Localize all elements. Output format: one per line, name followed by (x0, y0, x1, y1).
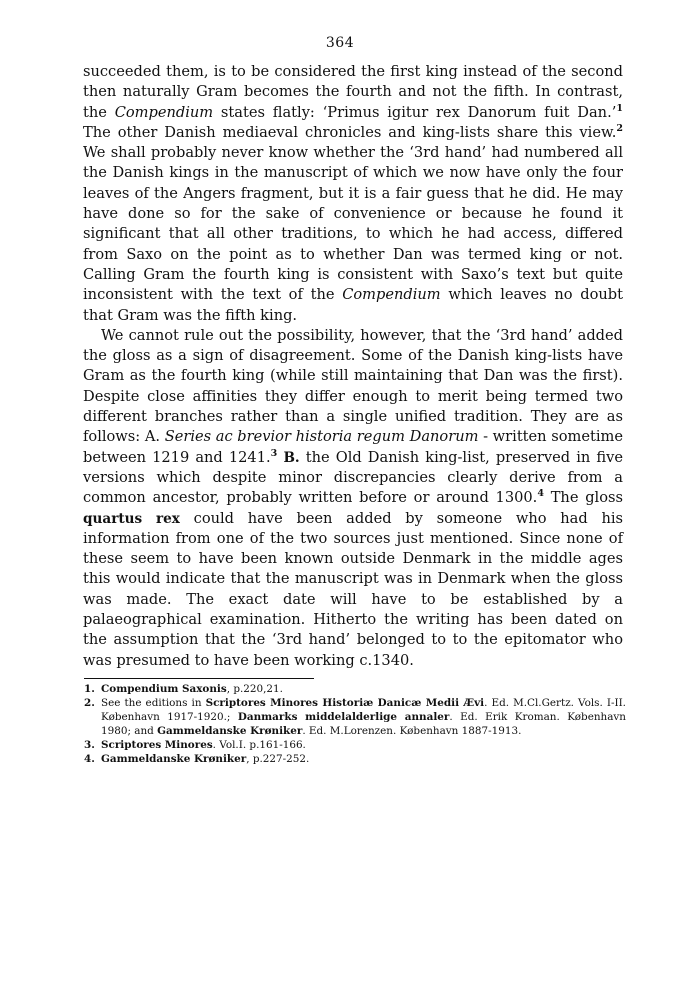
text-run: - written sometime between 1219 and 1241. (83, 428, 623, 466)
paragraph-1 (83, 62, 623, 326)
italic-title: Compendium (342, 286, 441, 304)
body-text (83, 62, 623, 671)
italic-title: Compendium (114, 103, 214, 121)
text-run: The gloss (543, 489, 623, 507)
footnote-ref-3[interactable]: 3 (270, 447, 278, 459)
footnote-title: Compendium Saxonis (101, 683, 227, 695)
footnotes (84, 682, 626, 766)
text-run: which leaves no doubt that Gram was the fifth king. (83, 286, 623, 324)
italic-title: Series ac brevior historia regum Danorum (164, 428, 479, 446)
footnote-ref-4[interactable]: 4 (537, 488, 544, 500)
text-run: . Ed. M.Lorenzen. København 1887-1913. (302, 725, 522, 737)
text-run: We shall probably never know whether the ‘3rd hand’ had numbered all the Danish kings in the manuscript of which we now have only the four leaves of the Angers fragment, but it is a fair guess that he did. He may have done so for the sake of convenience or because he found it significant that all other traditions, to which he had access, differed from Saxo on the point as to whether Dan was termed king or not. Calling Gram the fourth king is consistent with Saxo’s text but quite inconsistent with the text of the (83, 144, 623, 304)
footnote-ref-2[interactable]: 2 (616, 123, 623, 135)
bold-marker: B. (277, 449, 300, 466)
footnote-3 (84, 738, 626, 752)
footnote-title: Danmarks middelalderlige annaler (237, 711, 450, 723)
text-run: The other Danish mediaeval chronicles and king-lists share this view. (83, 123, 617, 141)
footnote-text (101, 738, 626, 752)
text-run: states flatly: ‘Primus igitur rex Danorum fuit Dan.’ (213, 103, 617, 121)
text-run: succeeded them, is to be considered the first king instead of the second then naturally Gram becomes the fourth and not the fifth. In contrast, the (83, 63, 623, 121)
text-run: See the editions in (101, 697, 206, 709)
footnote-4 (84, 752, 626, 766)
footnote-text (101, 696, 626, 738)
text-run: . Vol.I. p.161-166. (212, 739, 306, 751)
text-run: , p.220,21. (226, 683, 283, 695)
footnote-text (101, 682, 626, 696)
bold-gloss: quartus rex (83, 510, 180, 527)
footnote-ref-1[interactable]: 1 (616, 102, 623, 114)
page-number: 364 (325, 35, 355, 51)
footnote-number: 2. (84, 697, 95, 709)
text-run: the Old Danish king-list, preserved in five versions which despite minor discrepancies clearly derive from a common ancestor, probably written before or around 1300. (83, 448, 623, 507)
footnote-2 (84, 696, 626, 738)
footnote-divider (84, 678, 314, 679)
footnote-number: 3. (84, 739, 95, 751)
footnote-number: 4. (84, 753, 95, 765)
footnote-1 (84, 682, 626, 696)
footnote-title: Gammeldanske Krøniker (157, 725, 303, 737)
text-run: We cannot rule out the possibility, however, that the ‘3rd hand’ added the gloss as a sign of disagreement. Some of the Danish king-lists have Gram as the fourth king (while still maintaining that Dan was the first). Despite close affinities they differ enough to merit being termed two different branches rather than a single unified tradition. They are as follows: A. (83, 326, 623, 446)
paragraph-2 (83, 326, 623, 671)
text-run: , p.227-252. (246, 753, 310, 765)
footnote-title: Scriptores Minores Historiæ Danicæ Medii Ævi (205, 697, 485, 709)
footnote-title: Scriptores Minores (101, 739, 213, 751)
text-run: could have been added by someone who had his information from one of the two sources just mentioned. Since none of these seem to have been known outside Denmark in the middle ages this would indicate that the manuscript was in Denmark when the gloss was made. The exact date will have to be established by a palaeographical examination. Hitherto the writing has been dated on the assumption that the ‘3rd hand’ belonged to to the epitomator who was presumed to have been working c.1340. (83, 509, 624, 669)
text-run: . Ed. Erik Kroman. København 1980; and (101, 711, 626, 737)
footnote-number: 1. (84, 683, 95, 695)
footnote-text (101, 752, 626, 766)
text-run: . Ed. M.Cl.Gertz. Vols. I-II. København 1917-1920.; (101, 697, 626, 723)
footnote-title: Gammeldanske Krøniker (101, 753, 247, 765)
